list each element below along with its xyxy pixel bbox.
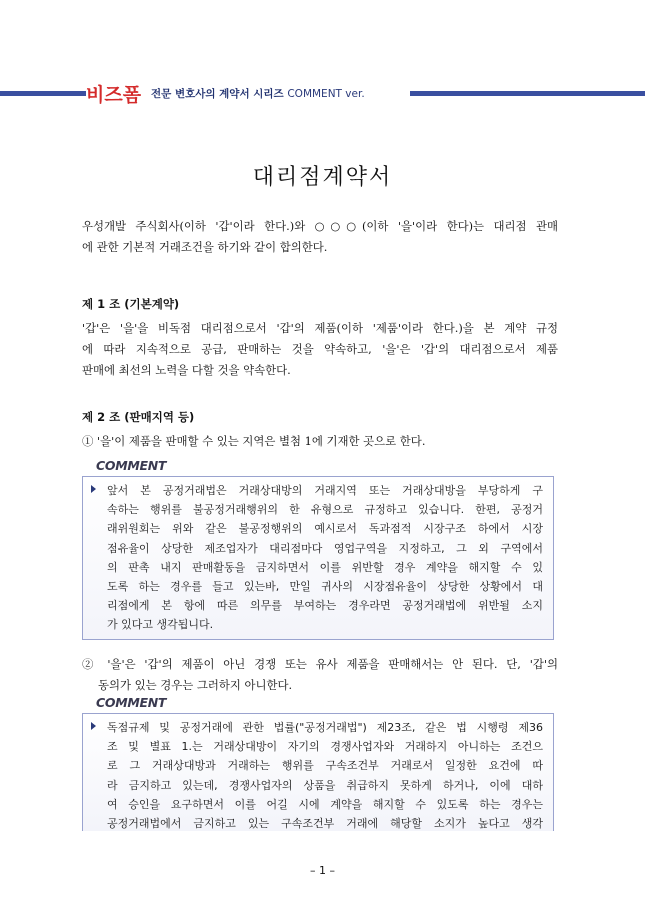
comment-line: 조 및 별표 1.는 거래상대방이 자기의 경쟁사업자와 거래하지 아니하는 조건으 [107, 740, 543, 754]
comment-line: 가 있다고 생각됩니다. [107, 618, 214, 632]
article-2-heading: 제 2 조 (판매지역 등) [82, 410, 195, 424]
brand-logo: 비즈폼 [86, 84, 142, 106]
series-title [151, 86, 365, 101]
article-1-heading: 제 1 조 (기본계약) [82, 297, 180, 311]
article-1-body [82, 318, 558, 381]
comment-line: 라 금지하고 있는데, 경쟁사업자의 상품을 취급하지 못하게 하거나, 이에 대하 [107, 778, 543, 792]
article-2-clause-1 [82, 431, 558, 452]
clause-2-line: ② '을'은 '갑'의 제품이 아닌 경쟁 또는 유사 제품을 판매해서는 안 된다. 단, '갑'의 [82, 657, 558, 671]
comment-line: 공정거래법에서 금지하고 있는 구속조건부 거래에 해당할 소지가 높다고 생각 [107, 817, 543, 831]
intro-line: 우성개발 주식회사(이하 '갑'이라 한다.)와 ○○○(이하 '을'이라 한다)는 대리점 관매 [82, 219, 558, 233]
intro-paragraph [82, 216, 558, 258]
comment-label: COMMENT [96, 695, 167, 710]
comment-line: 속하는 행위를 불공정거래행위의 한 유형으로 규정하고 있습니다. 한편, 공정거 [107, 503, 543, 517]
comment-line: 점유율이 상당한 제조업자가 대리점마다 영업구역을 지정하고, 그 외 구역에서 [107, 541, 543, 555]
article-2-clause-2 [82, 654, 558, 696]
bullet-arrow-icon [91, 485, 96, 493]
series-title-text: 전문 변호사의 계약서 시리즈 [151, 88, 284, 100]
comment-line: 래위원회는 위와 같은 불공정행위의 예시로서 독과점적 시장구조 하에서 시장 [107, 522, 543, 536]
comment-box [82, 713, 554, 831]
header-line-right [410, 91, 645, 96]
article-1-line: 판매에 최선의 노력을 다할 것을 약속한다. [82, 363, 291, 377]
comment-line: 앞서 본 공정거래법은 거래상대방의 거래지역 또는 거래상대방을 부당하게 구 [107, 484, 543, 497]
article-1-line: '갑'은 '을'을 비독점 대리점으로서 '갑'의 제품(이하 '제품'이라 한다.)을 본 계약 규정 [82, 321, 558, 335]
document-title: 대리점계약서 [252, 165, 393, 190]
comment-line: 리점에게 본 항에 따른 의무를 부여하는 경우라면 공정거래법에 위반될 소지 [107, 599, 543, 613]
comment-line: 도록 하는 경우를 들고 있는바, 만일 귀사의 시장점유율이 상당한 상황에서 대 [107, 580, 543, 594]
comment-box [82, 476, 554, 640]
comment-line: 독점규제 및 공정거래에 관한 법률("공정거래법") 제23조, 같은 법 시행령 제36 [107, 721, 543, 734]
header-bar [0, 84, 645, 106]
bullet-arrow-icon [91, 722, 96, 730]
page-number: – 1 – [310, 864, 335, 877]
header-line-left [0, 91, 86, 96]
comment-line: 로 그 거래상대방과 거래하는 행위를 구속조건부 거래로서 일정한 요건에 따 [107, 759, 543, 773]
series-suffix: COMMENT ver. [287, 88, 365, 100]
clause-1-line: ① '을'이 제품을 판매할 수 있는 지역은 별첨 1에 기재한 곳으로 한다. [82, 434, 426, 448]
comment-line: 의 판촉 내지 판매활동을 금지하면서 이를 위반할 경우 계약을 해지할 수 있 [107, 560, 543, 574]
clause-2-line: 동의가 있는 경우는 그러하지 아니한다. [98, 678, 293, 692]
article-1-line: 에 따라 지속적으로 공급, 판매하는 것을 약속하고, '을'은 '갑'의 대리점으로서 제품 [82, 342, 558, 356]
intro-line: 에 관한 기본적 거래조건을 하기와 같이 합의한다. [82, 240, 328, 254]
comment-line: 여 승인을 요구하면서 이를 어길 시에 계약을 해지할 수 있도록 하는 경우는 [107, 797, 543, 811]
comment-label: COMMENT [96, 458, 167, 473]
